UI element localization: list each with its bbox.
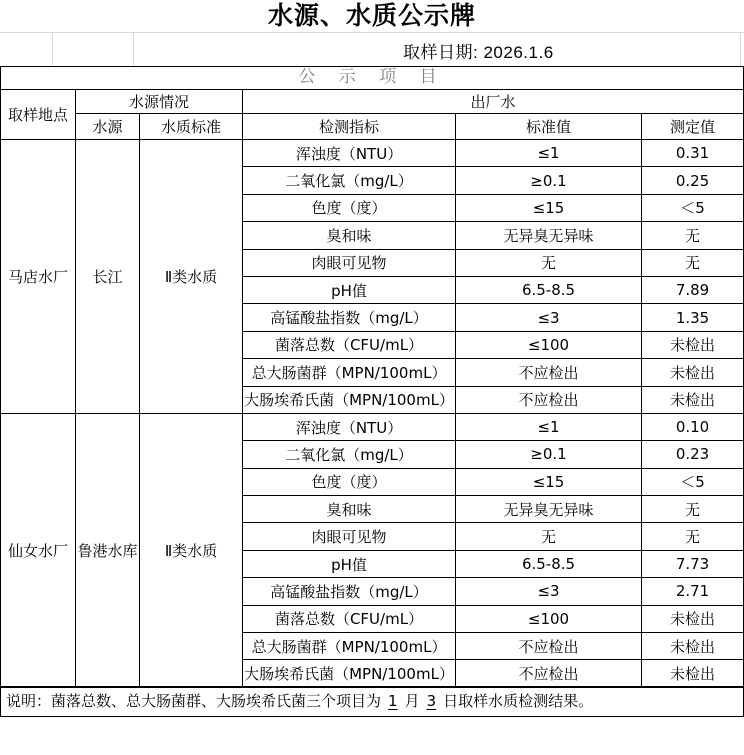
header-row-columns bbox=[1, 114, 744, 140]
table-row bbox=[1, 140, 744, 167]
standard-value-cell: ≤15 bbox=[456, 468, 642, 495]
standard-value-cell: 无 bbox=[456, 523, 642, 550]
measured-value-cell: 无 bbox=[642, 222, 744, 249]
measured-value-cell: 无 bbox=[642, 496, 744, 523]
note-month-unit: 月 bbox=[404, 692, 420, 711]
measured-value-cell: 未检出 bbox=[642, 386, 744, 413]
indicator-cell: 肉眼可见物 bbox=[243, 249, 456, 276]
header-quality-standard: 水质标准 bbox=[140, 114, 243, 140]
standard-value-cell: 不应检出 bbox=[456, 633, 642, 660]
faint-gridline bbox=[740, 33, 741, 66]
note bbox=[0, 686, 744, 717]
standard-value-cell: ≤1 bbox=[456, 413, 642, 440]
indicator-cell: 高锰酸盐指数（mg/L） bbox=[243, 578, 456, 605]
indicator-cell: 菌落总数（CFU/mL） bbox=[243, 605, 456, 632]
standard-value-cell: 不应检出 bbox=[456, 386, 642, 413]
measured-value-cell: 未检出 bbox=[642, 633, 744, 660]
standard-value-cell: 6.5-8.5 bbox=[456, 276, 642, 303]
indicator-cell: pH值 bbox=[243, 276, 456, 303]
faint-gridline bbox=[52, 33, 53, 66]
sampling-date-label: 取样日期: bbox=[403, 43, 479, 62]
header-standard-value: 标准值 bbox=[456, 114, 642, 140]
indicator-cell: 肉眼可见物 bbox=[243, 523, 456, 550]
measured-value-cell: 0.25 bbox=[642, 167, 744, 194]
indicator-cell: 臭和味 bbox=[243, 222, 456, 249]
note-prefix: 说明：菌落总数、总大肠菌群、大肠埃希氏菌三个项目为 bbox=[6, 692, 382, 711]
measured-value-cell: 0.10 bbox=[642, 413, 744, 440]
measured-value-cell: 0.23 bbox=[642, 441, 744, 468]
measured-value-cell: 0.31 bbox=[642, 140, 744, 167]
sampling-date-row bbox=[0, 33, 744, 66]
note-suffix: 日取样水质检测结果。 bbox=[443, 692, 594, 711]
measured-value-cell: 无 bbox=[642, 523, 744, 550]
measured-value-cell: ＜5 bbox=[642, 194, 744, 221]
measured-value-cell: 2.71 bbox=[642, 578, 744, 605]
indicator-cell: 高锰酸盐指数（mg/L） bbox=[243, 304, 456, 331]
note-month-value: 1 bbox=[388, 692, 398, 711]
indicator-cell: 总大肠菌群（MPN/100mL） bbox=[243, 359, 456, 386]
standard-value-cell: ≤100 bbox=[456, 605, 642, 632]
standard-value-cell: 无异臭无异味 bbox=[456, 222, 642, 249]
standard-value-cell: ≤3 bbox=[456, 304, 642, 331]
header-source: 水源 bbox=[76, 114, 140, 140]
sampling-date-value: 2026.1.6 bbox=[483, 43, 554, 62]
standard-value-cell: 无异臭无异味 bbox=[456, 496, 642, 523]
header-measured-value: 测定值 bbox=[642, 114, 744, 140]
indicator-cell: 色度（度） bbox=[243, 194, 456, 221]
sampling-date bbox=[403, 38, 554, 63]
standard-value-cell: 不应检出 bbox=[456, 359, 642, 386]
plant-quality-standard-cell: Ⅱ类水质 bbox=[140, 413, 243, 687]
header-row-groups bbox=[1, 90, 744, 114]
indicator-cell: 二氧化氯（mg/L） bbox=[243, 441, 456, 468]
standard-value-cell: ≥0.1 bbox=[456, 441, 642, 468]
table-row bbox=[1, 413, 744, 440]
indicator-cell: 菌落总数（CFU/mL） bbox=[243, 331, 456, 358]
measured-value-cell: 未检出 bbox=[642, 331, 744, 358]
measured-value-cell: 1.35 bbox=[642, 304, 744, 331]
indicator-cell: pH值 bbox=[243, 550, 456, 577]
standard-value-cell: 无 bbox=[456, 249, 642, 276]
indicator-cell: 浑浊度（NTU） bbox=[243, 140, 456, 167]
plant-source-cell: 鲁港水库 bbox=[76, 413, 140, 687]
measured-value-cell: 7.73 bbox=[642, 550, 744, 577]
standard-value-cell: ≤3 bbox=[456, 578, 642, 605]
table-body bbox=[1, 140, 744, 688]
indicator-cell: 大肠埃希氏菌（MPN/100mL） bbox=[243, 386, 456, 413]
standard-value-cell: ≤1 bbox=[456, 140, 642, 167]
measured-value-cell: 未检出 bbox=[642, 660, 744, 687]
indicator-cell: 二氧化氯（mg/L） bbox=[243, 167, 456, 194]
page-title: 水源、水质公示牌 bbox=[0, 0, 744, 33]
note-day-value: 3 bbox=[426, 692, 437, 711]
header-indicator: 检测指标 bbox=[243, 114, 456, 140]
plant-location-cell: 马店水厂 bbox=[1, 140, 76, 414]
header-factory-water-group: 出厂水 bbox=[243, 90, 744, 114]
measured-value-cell: 未检出 bbox=[642, 605, 744, 632]
standard-value-cell: ≥0.1 bbox=[456, 167, 642, 194]
standard-value-cell: ≤15 bbox=[456, 194, 642, 221]
header-source-group: 水源情况 bbox=[76, 90, 243, 114]
measured-value-cell: 7.89 bbox=[642, 276, 744, 303]
standard-value-cell: 6.5-8.5 bbox=[456, 550, 642, 577]
section-header: 公 示 项 目 bbox=[0, 66, 744, 89]
plant-location-cell: 仙女水厂 bbox=[1, 413, 76, 687]
standard-value-cell: ≤100 bbox=[456, 331, 642, 358]
plant-source-cell: 长江 bbox=[76, 140, 140, 414]
measured-value-cell: ＜5 bbox=[642, 468, 744, 495]
indicator-cell: 大肠埃希氏菌（MPN/100mL） bbox=[243, 660, 456, 687]
faint-gridline bbox=[133, 33, 134, 66]
indicator-cell: 浑浊度（NTU） bbox=[243, 413, 456, 440]
indicator-cell: 总大肠菌群（MPN/100mL） bbox=[243, 633, 456, 660]
water-quality-table bbox=[0, 89, 744, 688]
measured-value-cell: 未检出 bbox=[642, 359, 744, 386]
header-location: 取样地点 bbox=[1, 90, 76, 140]
indicator-cell: 臭和味 bbox=[243, 496, 456, 523]
plant-quality-standard-cell: Ⅱ类水质 bbox=[140, 140, 243, 414]
indicator-cell: 色度（度） bbox=[243, 468, 456, 495]
measured-value-cell: 无 bbox=[642, 249, 744, 276]
standard-value-cell: 不应检出 bbox=[456, 660, 642, 687]
